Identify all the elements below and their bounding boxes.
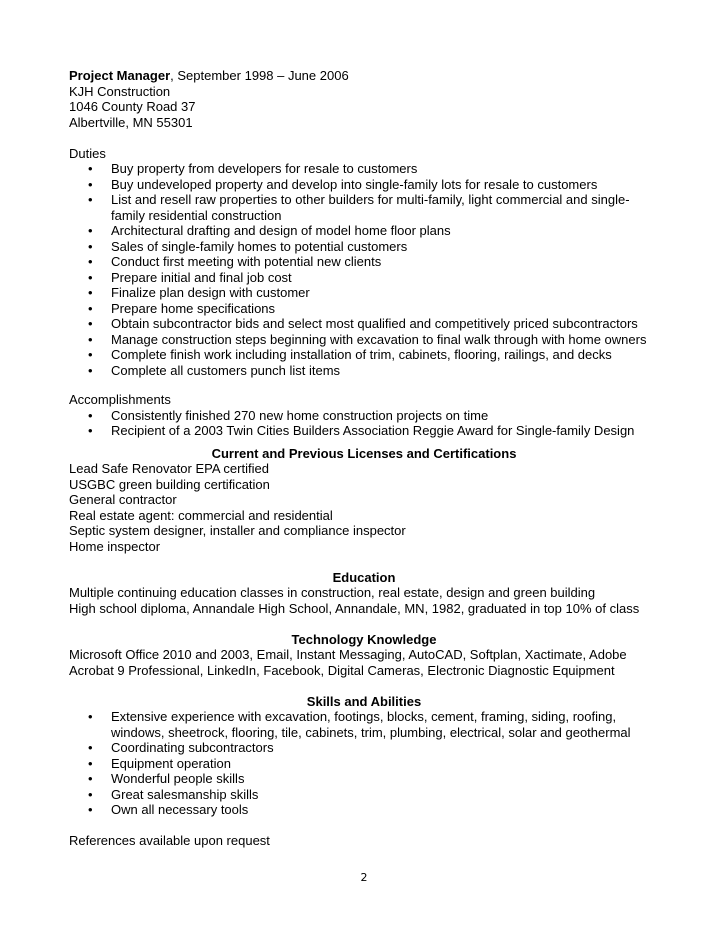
- list-item: • Sales of single-family homes to potential customers: [69, 239, 659, 255]
- list-item: • Obtain subcontractor bids and select most qualified and competitively priced subcontractors: [69, 316, 659, 332]
- license-item: Home inspector: [69, 538, 161, 554]
- references-note: References available upon request: [69, 833, 270, 848]
- duties-list: [69, 161, 659, 378]
- list-item: • Recipient of a 2003 Twin Cities Builders Association Reggie Award for Single-family Design: [69, 423, 659, 439]
- list-item: • Prepare initial and final job cost: [69, 270, 659, 286]
- accomplishments-heading: Accomplishments: [69, 392, 171, 407]
- job-title: Project Manager: [69, 68, 171, 83]
- job-title-line: [69, 68, 659, 84]
- list-item: • Own all necessary tools: [69, 802, 659, 818]
- list-item: • Complete all customers punch list items: [69, 363, 659, 379]
- technology-line: Microsoft Office 2010 and 2003, Email, Instant Messaging, AutoCAD, Softplan, Xactimate, Adobe: [69, 647, 627, 662]
- company-address-line2: Albertville, MN 55301: [69, 114, 193, 130]
- resume-page: [69, 68, 659, 849]
- company-name: KJH Construction: [69, 83, 171, 99]
- technology-heading: Technology Knowledge: [291, 631, 437, 647]
- technology-line: Acrobat 9 Professional, LinkedIn, Facebook, Digital Cameras, Electronic Diagnostic Equipment: [69, 662, 615, 678]
- license-item: Septic system designer, installer and compliance inspector: [69, 523, 406, 538]
- license-item: USGBC green building certification: [69, 476, 270, 492]
- license-item: Real estate agent: commercial and residential: [69, 507, 333, 523]
- list-item: • List and resell raw properties to other builders for multi-family, light commercial and single-family residential construction: [69, 192, 636, 223]
- list-item: • Extensive experience with excavation, footings, blocks, cement, framing, siding, roofing, windows, sheetrock, flooring, tile, cabinets, trim, plumbing, electrical, solar and geothermal: [69, 709, 671, 740]
- company-address-line1: 1046 County Road 37: [69, 99, 196, 114]
- list-item: • Buy undeveloped property and develop into single-family lots for resale to customers: [69, 177, 659, 193]
- list-item: • Coordinating subcontractors: [69, 740, 659, 756]
- education-item: High school diploma, Annandale High School, Annandale, MN, 1982, graduated in top 10% of class: [69, 600, 640, 616]
- list-item: • Equipment operation: [69, 756, 659, 772]
- list-item: • Wonderful people skills: [69, 771, 659, 787]
- list-item: • Conduct first meeting with potential new clients: [69, 254, 659, 270]
- skills-heading: Skills and Abilities: [306, 693, 422, 709]
- duties-heading: Duties: [69, 145, 106, 161]
- list-item: • Complete finish work including installation of trim, cabinets, flooring, railings, and decks: [69, 347, 659, 363]
- page-number: 2: [360, 871, 368, 884]
- list-item: • Prepare home specifications: [69, 301, 659, 317]
- list-item: • Manage construction steps beginning with excavation to final walk through with home owners: [69, 332, 659, 348]
- list-item: • Great salesmanship skills: [69, 787, 659, 803]
- accomplishments-list: [69, 408, 659, 439]
- education-item: Multiple continuing education classes in construction, real estate, design and green building: [69, 585, 596, 600]
- job-dates: , September 1998 – June 2006: [170, 68, 349, 83]
- list-item: • Architectural drafting and design of model home floor plans: [69, 223, 659, 239]
- list-item: • Consistently finished 270 new home construction projects on time: [69, 408, 659, 424]
- list-item: • Buy property from developers for resale to customers: [69, 161, 659, 177]
- skills-list: [69, 709, 659, 818]
- license-item: Lead Safe Renovator EPA certified: [69, 461, 269, 476]
- list-item: • Finalize plan design with customer: [69, 285, 659, 301]
- license-item: General contractor: [69, 492, 177, 507]
- licenses-heading: Current and Previous Licenses and Certifications: [211, 445, 517, 461]
- education-heading: Education: [332, 569, 396, 585]
